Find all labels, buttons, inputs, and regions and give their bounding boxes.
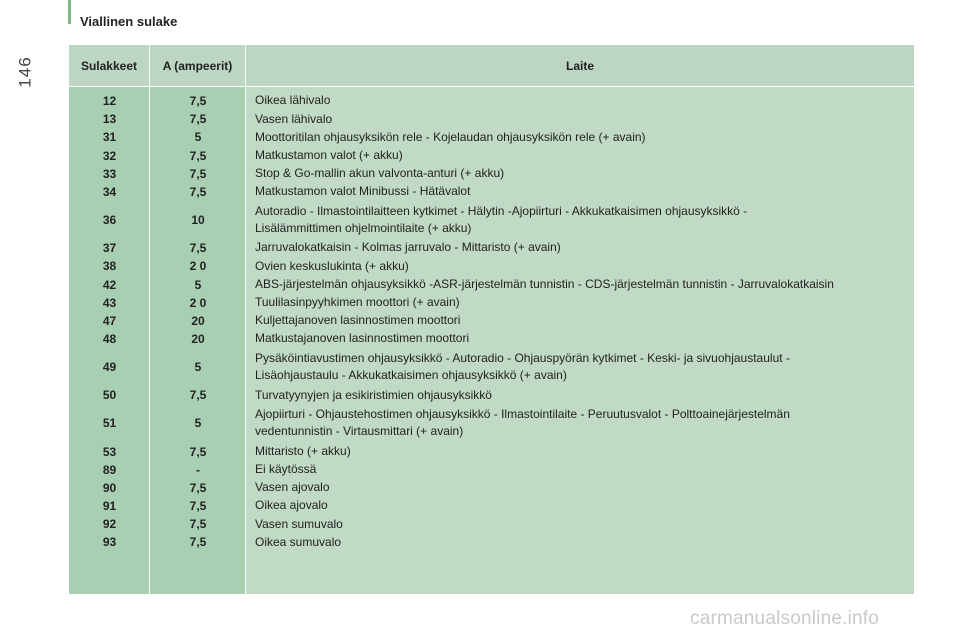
column-header-fuses: Sulakkeet	[69, 45, 150, 86]
device-line: Ei käytössä	[255, 461, 317, 476]
fuse-number: 89	[102, 462, 117, 477]
device-description	[246, 406, 914, 441]
fuse-amperage: 20	[191, 332, 205, 347]
fuse-number: 34	[102, 185, 117, 200]
fuse-number: 93	[102, 535, 117, 550]
fuse-amperage: 7,5	[189, 480, 207, 495]
column-header-amperes: A (ampeerit)	[150, 45, 246, 86]
table-row	[69, 386, 914, 404]
table-row	[69, 348, 914, 386]
table-row	[69, 404, 914, 442]
fuse-number: 37	[102, 241, 117, 256]
device-line: Stop & Go-mallin akun valvonta-anturi (+ akku)	[255, 166, 505, 181]
device-line: Vasen ajovalo	[255, 480, 330, 495]
device-description	[246, 111, 914, 129]
fuse-number: 13	[102, 112, 117, 127]
fuse-number: 31	[102, 130, 117, 145]
device-description	[246, 147, 914, 165]
device-line: Moottoritilan ohjausyksikön rele - Kojelaudan ohjausyksikön rele (+ avain)	[255, 129, 646, 144]
fuse-amperage: 7,5	[189, 185, 207, 200]
fuse-amperage: 7,5	[189, 241, 207, 256]
fuse-number: 51	[102, 416, 117, 431]
fuse-number: 43	[102, 295, 117, 310]
table-row	[69, 276, 914, 294]
table-body	[69, 86, 914, 594]
fuse-amperage: 7,5	[189, 94, 207, 109]
device-line: Kuljettajanoven lasinnostimen moottori	[255, 313, 461, 328]
device-line-continued: Lisälämmittimen ohjelmointilaite (+ akku)	[255, 221, 472, 236]
fuse-number: 47	[102, 313, 117, 328]
column-header-device: Laite	[246, 45, 914, 86]
device-description	[246, 312, 914, 330]
device-description	[246, 479, 914, 497]
fuse-number: 90	[102, 480, 117, 495]
table-row	[69, 92, 914, 110]
device-description	[246, 443, 914, 461]
table-row	[69, 183, 914, 201]
fuse-amperage: 7,5	[189, 517, 207, 532]
device-line: Oikea sumuvalo	[255, 534, 342, 549]
section-title: Viallinen sulake	[80, 14, 178, 29]
fuse-number: 38	[102, 259, 117, 274]
device-description	[246, 497, 914, 515]
fuse-number: 33	[102, 166, 117, 181]
device-line: Oikea lähivalo	[255, 93, 331, 108]
table-row	[69, 533, 914, 551]
device-description	[246, 387, 914, 405]
section-accent-bar	[68, 0, 71, 24]
device-description	[246, 203, 914, 238]
device-description	[246, 239, 914, 257]
fuse-amperage: 7,5	[189, 112, 207, 127]
device-line: Oikea ajovalo	[255, 498, 328, 513]
device-line: Matkustamon valot (+ akku)	[255, 147, 403, 162]
table-row	[69, 128, 914, 146]
table-row	[69, 442, 914, 460]
device-description	[246, 350, 914, 385]
fuse-number: 12	[102, 94, 117, 109]
device-line: Matkustamon valot Minibussi - Hätävalot	[255, 184, 471, 199]
watermark: carmanualsonline.info	[690, 608, 880, 629]
device-description	[246, 461, 914, 479]
fuse-amperage: 5	[194, 130, 202, 145]
device-description	[246, 183, 914, 201]
table-row	[69, 257, 914, 275]
fuse-amperage: 7,5	[189, 499, 207, 514]
table-rows	[69, 92, 914, 552]
fuse-number: 42	[102, 277, 117, 292]
table-row	[69, 479, 914, 497]
device-description	[246, 276, 914, 294]
fuse-amperage: 5	[194, 277, 202, 292]
device-description	[246, 330, 914, 348]
fuse-number: 53	[102, 444, 117, 459]
table-row	[69, 330, 914, 348]
device-description	[246, 258, 914, 276]
device-line: Matkustajanoven lasinnostimen moottori	[255, 331, 470, 346]
fuse-amperage: 5	[194, 416, 202, 431]
device-line-continued: Lisäohjaustaulu - Akkukatkaisimen ohjausyksikkö (+ avain)	[255, 368, 567, 383]
fuse-amperage: 7,5	[189, 148, 207, 163]
device-description	[246, 294, 914, 312]
fuse-amperage: 7,5	[189, 388, 207, 403]
fuse-amperage: 2 0	[189, 259, 207, 274]
device-description	[246, 516, 914, 534]
table-row	[69, 515, 914, 533]
table-row	[69, 110, 914, 128]
device-line: Vasen lähivalo	[255, 111, 333, 126]
table-row	[69, 294, 914, 312]
fuse-number: 92	[102, 517, 117, 532]
device-line: Vasen sumuvalo	[255, 516, 343, 531]
device-line: ABS-järjestelmän ohjausyksikkö -ASR-järjestelmän tunnistin - CDS-järjestelmän tunnistin - Jarruvalokatkaisin	[255, 276, 834, 291]
fuse-amperage: 5	[194, 360, 202, 375]
table-row	[69, 147, 914, 165]
table-row	[69, 165, 914, 183]
device-line: Tuulilasinpyyhkimen moottori (+ avain)	[255, 295, 460, 310]
device-description	[246, 165, 914, 183]
table-row	[69, 239, 914, 257]
table-row	[69, 497, 914, 515]
device-line: Ovien keskuslukinta (+ akku)	[255, 258, 409, 273]
table-row	[69, 461, 914, 479]
device-line: Pysäköintiavustimen ohjausyksikkö - Autoradio - Ohjauspyörän kytkimet - Keski- ja sivuohjaustaulut -	[255, 350, 790, 365]
fuse-amperage: 10	[191, 213, 205, 228]
fuse-amperage: 2 0	[189, 295, 207, 310]
fuse-number: 91	[102, 499, 117, 514]
fuse-number: 48	[102, 332, 117, 347]
fuse-number: 50	[102, 388, 117, 403]
device-line: Ajopiirturi - Ohjaustehostimen ohjausyksikkö - Ilmastointilaite - Peruutusvalot - Polttoainejärjestelmän	[255, 406, 790, 421]
device-line: Turvatyynyjen ja esikiristimien ohjausyksikkö	[255, 387, 492, 402]
fuse-amperage: 20	[191, 313, 205, 328]
fuse-amperage: -	[196, 462, 200, 477]
fuse-number: 49	[102, 360, 117, 375]
table-row	[69, 201, 914, 239]
device-description	[246, 534, 914, 552]
device-line: Autoradio - Ilmastointilaitteen kytkimet - Hälytin -Ajopiirturi - Akkukatkaisimen ohjausyksikkö -	[255, 203, 748, 218]
page-number: 146	[15, 56, 35, 88]
fuse-number: 32	[102, 148, 117, 163]
device-description	[246, 129, 914, 147]
fuse-amperage: 7,5	[189, 535, 207, 550]
table-row	[69, 312, 914, 330]
fuse-amperage: 7,5	[189, 444, 207, 459]
fuse-amperage: 7,5	[189, 166, 207, 181]
device-line: Jarruvalokatkaisin - Kolmas jarruvalo - Mittaristo (+ avain)	[255, 240, 561, 255]
device-description	[246, 92, 914, 110]
device-line-continued: vedentunnistin - Virtausmittari (+ avain)	[255, 424, 464, 439]
fuse-table	[69, 45, 914, 594]
device-line: Mittaristo (+ akku)	[255, 443, 351, 458]
fuse-number: 36	[102, 213, 117, 228]
